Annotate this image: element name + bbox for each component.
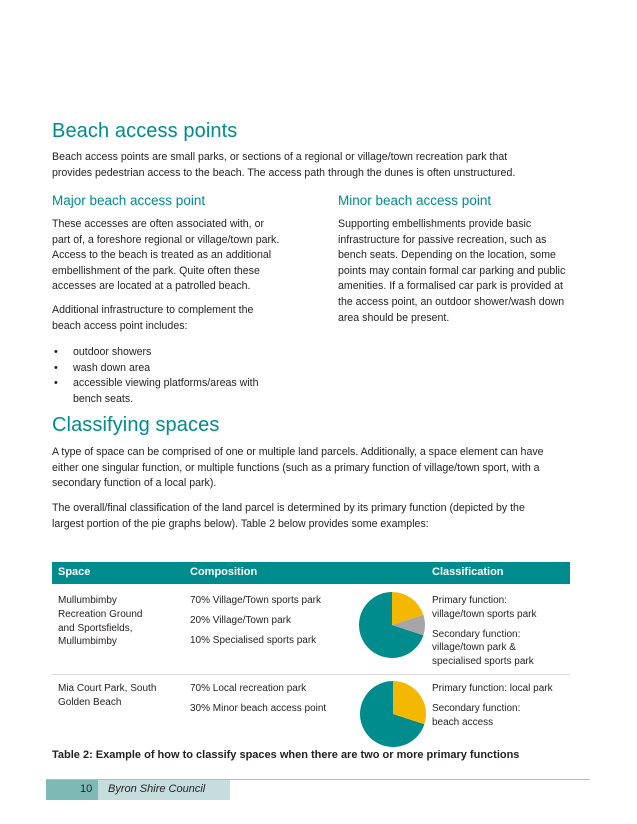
- classifying-paragraph-1: [52, 445, 592, 492]
- table-row-divider: [52, 674, 570, 675]
- cell-line: village/town park &: [432, 642, 516, 654]
- cell-line: Primary function:: [432, 595, 508, 606]
- major-line: embellishment of the park. Quite often these: [52, 264, 260, 277]
- table-cell-space: [58, 594, 183, 649]
- minor-line: amenities. If a formalised car park is provided at: [338, 280, 563, 293]
- table-cell-composition: [190, 682, 326, 716]
- cell-line: Mia Court Park, South: [58, 683, 157, 694]
- table-header-classification: Classification: [432, 566, 504, 578]
- cell-line: and Sportsfields,: [58, 622, 133, 634]
- major-line: part of, a foreshore regional or village/town park.: [52, 233, 280, 246]
- cell-line: Golden Beach: [58, 696, 122, 708]
- cell-line: Mullumbimby: [58, 636, 117, 648]
- section-title-beach-access: Beach access points: [52, 120, 238, 142]
- cell-line: Mullumbimby: [58, 595, 117, 606]
- cell-line: 70% Local recreation park: [190, 683, 307, 694]
- cell-line: Recreation Ground: [58, 608, 143, 620]
- table-cell-classification: [432, 594, 572, 669]
- cell-line: 30% Minor beach access point: [190, 702, 327, 714]
- para-line: A type of space can be comprised of one or multiple land parcels. Additionally, a space element can have: [52, 446, 544, 458]
- bullet-text: accessible viewing platforms/areas with: [73, 377, 259, 390]
- major-line: Additional infrastructure to complement the: [52, 304, 254, 316]
- classifying-paragraph-2: [52, 501, 592, 532]
- table-cell-classification: [432, 682, 572, 729]
- list-item: • wash down area: [52, 361, 322, 377]
- cell-line: Secondary function:: [432, 628, 521, 640]
- list-item: [52, 376, 322, 407]
- section-intro: [52, 150, 515, 181]
- major-paragraph: [52, 217, 322, 295]
- pie-chart-2: [359, 680, 427, 748]
- table-cell-composition: [190, 594, 321, 647]
- para-line: either one singular function, or multiple functions (such as a primary function of village/town sport, with a: [52, 461, 540, 474]
- para-line: largest portion of the pie graphs below). Table 2 below provides some examples:: [52, 517, 429, 530]
- minor-line: points may contain formal car parking and public: [338, 264, 566, 277]
- minor-line: the access point, an outdoor shower/wash down: [338, 295, 565, 308]
- major-bullet-list: [52, 345, 322, 407]
- cell-line: 10% Specialised sports park: [190, 634, 317, 646]
- intro-line: provides pedestrian access to the beach. The access path through the dunes is often unstructured.: [52, 166, 516, 179]
- major-line: beach access point includes:: [52, 319, 188, 332]
- minor-line: infrastructure for passive recreation, such as: [338, 233, 547, 246]
- bullet-text: bench seats.: [73, 392, 134, 405]
- cell-line: beach access: [432, 716, 494, 728]
- intro-line: Beach access points are small parks, or sections of a regional or village/town recreation park that: [52, 151, 508, 163]
- minor-paragraph: [338, 217, 598, 326]
- page-number: 10: [80, 783, 93, 795]
- table-header-composition: Composition: [190, 566, 258, 578]
- cell-line: 20% Village/Town park: [190, 614, 291, 626]
- cell-line: specialised sports park: [432, 656, 534, 668]
- table-cell-space: [58, 682, 183, 710]
- major-heading: Major beach access point: [52, 193, 206, 208]
- cell-line: village/town sports park: [432, 608, 537, 620]
- minor-heading: Minor beach access point: [338, 193, 492, 208]
- major-line: accesses are located at a patrolled beach.: [52, 280, 251, 293]
- list-item: • outdoor showers: [52, 345, 322, 361]
- table-caption: Table 2: Example of how to classify spaces when there are two or more primary functions: [52, 749, 520, 761]
- footer-org: Byron Shire Council: [108, 783, 206, 795]
- cell-line: Primary function: local park: [432, 683, 553, 694]
- major-line: These accesses are often associated with, or: [52, 218, 264, 230]
- minor-line: bench seats. Depending on the location, some: [338, 249, 556, 262]
- cell-line: Secondary function:: [432, 702, 521, 714]
- table-header-space: Space: [58, 566, 91, 578]
- para-line: The overall/final classification of the land parcel is determined by its primary function (depicted by the: [52, 502, 525, 514]
- minor-line: area should be present.: [338, 311, 450, 324]
- minor-line: Supporting embellishments provide basic: [338, 218, 532, 230]
- pie-chart-1: [357, 590, 427, 660]
- section-title-classifying: Classifying spaces: [52, 414, 220, 436]
- major-line: Access to the beach is treated as an additional: [52, 249, 272, 262]
- cell-line: 70% Village/Town sports park: [190, 595, 321, 606]
- major-paragraph-2: [52, 303, 322, 334]
- para-line: secondary function of a local park).: [52, 477, 217, 490]
